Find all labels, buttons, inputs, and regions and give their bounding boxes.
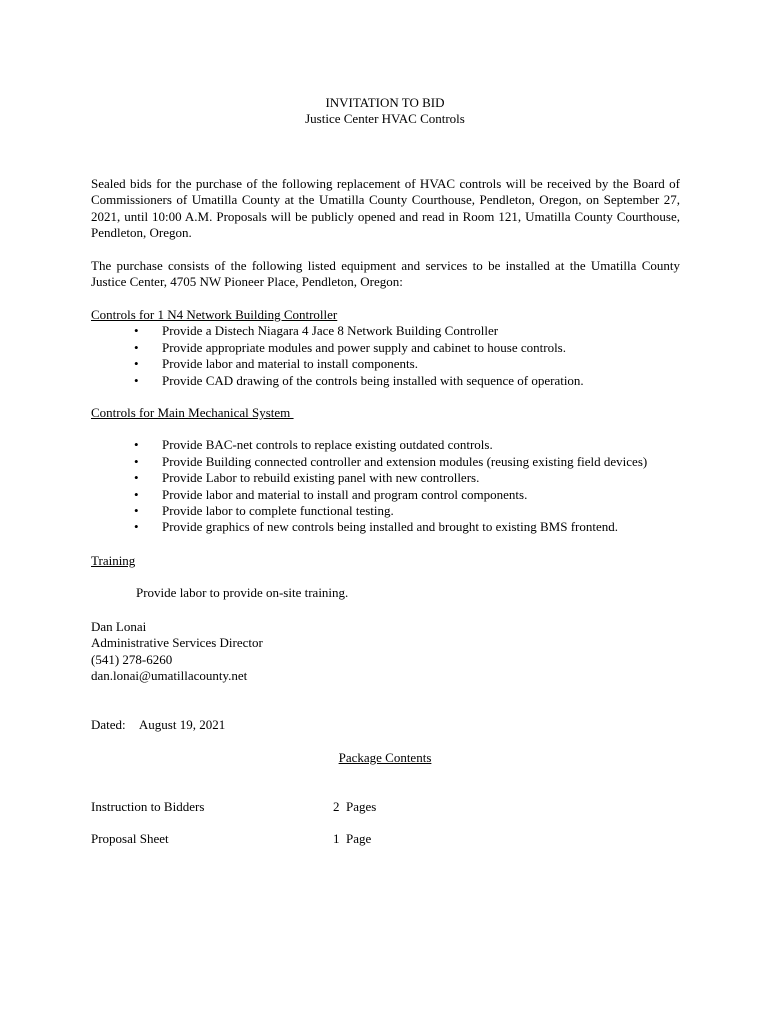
document-title: INVITATION TO BID <box>325 95 445 110</box>
contact-name: Dan Lonai <box>91 619 147 634</box>
section-heading: Controls for 1 N4 Network Building Controller <box>91 307 338 322</box>
intro-paragraph-2: The purchase consists of the following listed equipment and services to be installed at the Umatilla County Justice Center, 4705 NW Pioneer Place, Pendleton, Oregon: <box>91 258 680 290</box>
list-item: • Provide a Distech Niagara 4 Jace 8 Network Building Controller <box>91 323 680 339</box>
section-training <box>91 553 680 602</box>
dated-line <box>91 717 680 733</box>
contact-email: dan.lonai@umatillacounty.net <box>91 668 248 684</box>
dated-value: August 19, 2021 <box>138 717 226 732</box>
bullet-list <box>91 437 680 535</box>
list-item: • Provide Labor to rebuild existing panel with new controllers. <box>91 470 680 486</box>
package-item: Proposal Sheet <box>91 831 169 846</box>
dated-label: Dated: <box>91 717 126 732</box>
list-item: • Provide CAD drawing of the controls being installed with sequence of operation. <box>91 373 680 389</box>
section-main-mechanical <box>91 405 680 536</box>
list-item: • Provide Building connected controller and extension modules (reusing existing field devices) <box>91 454 680 470</box>
list-item: • Provide labor and material to install and program control components. <box>91 487 680 503</box>
document-subtitle: Justice Center HVAC Controls <box>305 111 465 127</box>
package-row <box>91 831 372 847</box>
package-heading: Package Contents <box>338 750 432 765</box>
document-header <box>0 95 770 128</box>
contact-title: Administrative Services Director <box>91 635 263 651</box>
package-row <box>91 799 377 815</box>
list-item: • Provide labor and material to install components. <box>91 356 680 372</box>
list-item: • Provide appropriate modules and power supply and cabinet to house controls. <box>91 340 680 356</box>
contact-phone: (541) 278-6260 <box>91 651 173 667</box>
intro-paragraph-1: Sealed bids for the purchase of the following replacement of HVAC controls will be received by the Board of Commissioners of Umatilla County at the Umatilla County Courthouse, Pendleton, Oregon, on September 27, 2021, until 10:00 A.M. Proposals will be publicly opened and read in Room 121, Umatilla County Courthouse, Pendleton, Oregon. <box>91 176 680 241</box>
training-text: Provide labor to provide on-site training. <box>136 585 349 601</box>
contact-block <box>91 619 680 685</box>
package-heading-wrap <box>0 750 770 766</box>
list-item: • Provide labor to complete functional testing. <box>91 503 680 519</box>
section-network-controller <box>91 307 680 389</box>
package-pages: 2 Pages <box>333 799 377 814</box>
list-item: • Provide BAC-net controls to replace existing outdated controls. <box>91 437 680 453</box>
package-pages: 1 Page <box>333 831 372 846</box>
section-heading: Controls for Main Mechanical System <box>91 405 294 420</box>
package-item: Instruction to Bidders <box>91 799 205 814</box>
bullet-list <box>91 323 680 389</box>
list-item: • Provide graphics of new controls being installed and brought to existing BMS frontend. <box>91 519 680 535</box>
section-heading: Training <box>91 553 136 568</box>
